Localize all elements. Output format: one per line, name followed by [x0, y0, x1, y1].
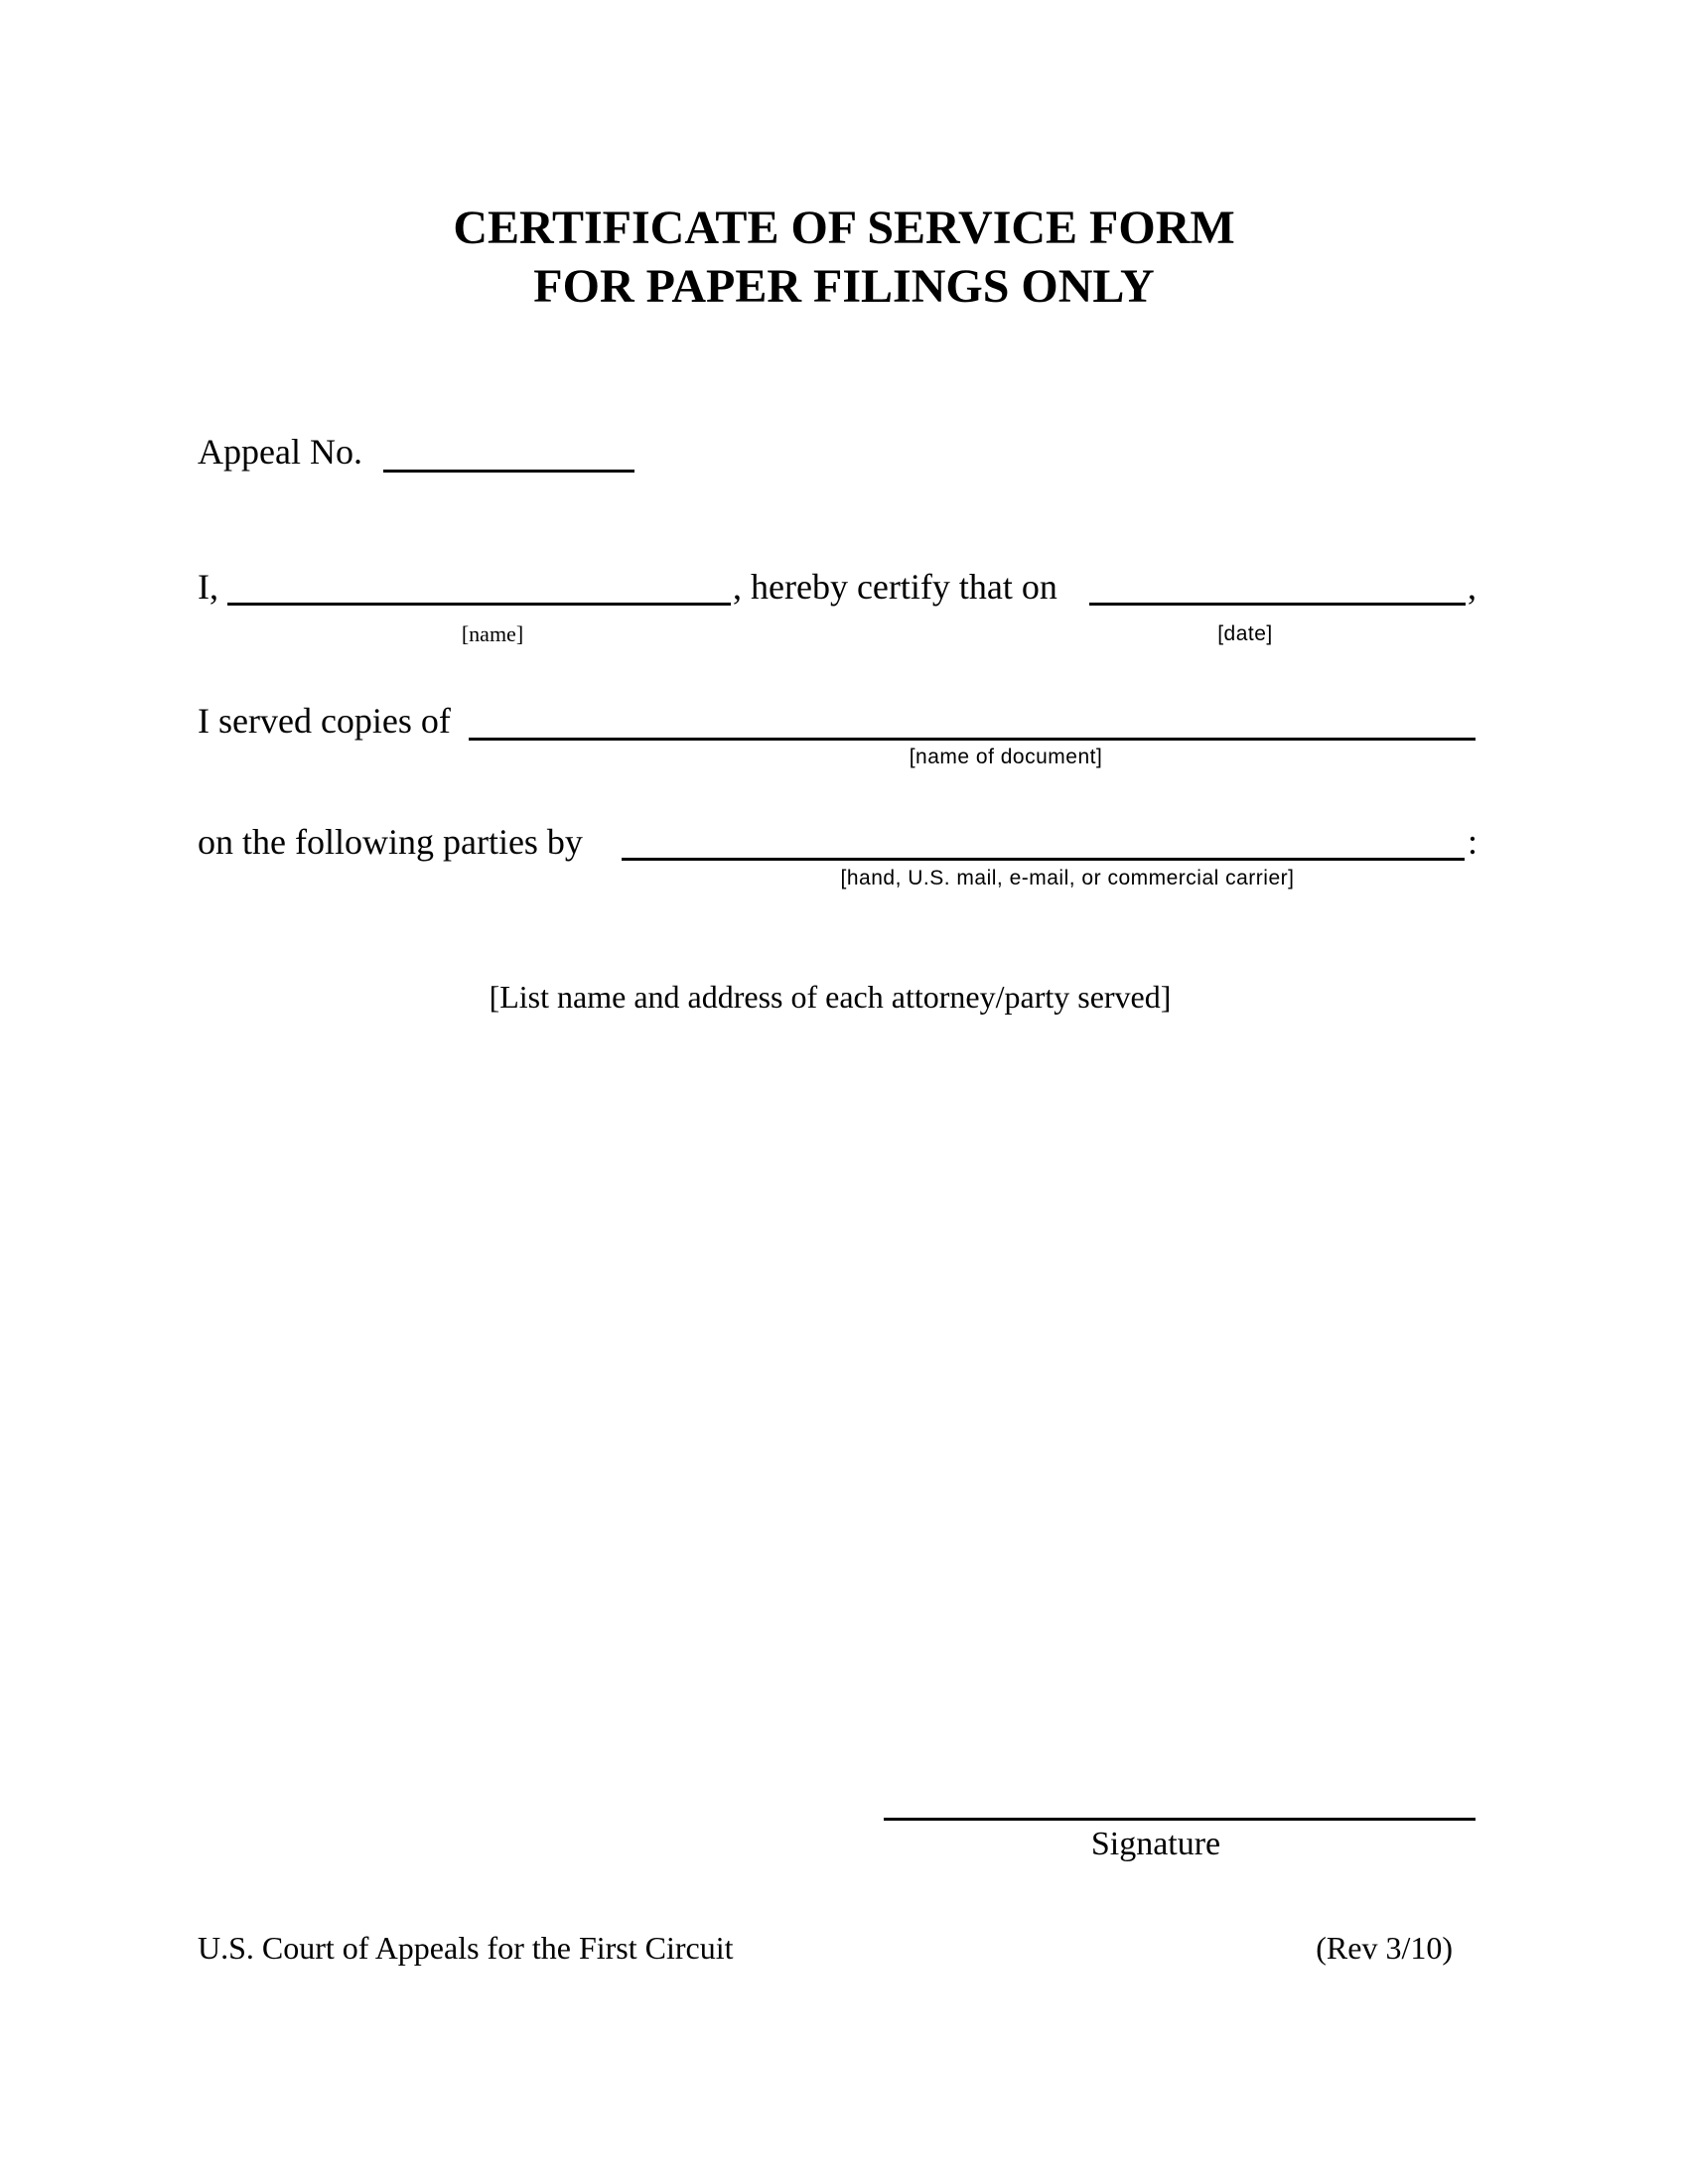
footer-revision: (Rev 3/10): [1316, 1930, 1453, 1966]
form-title-line-2: FOR PAPER FILINGS ONLY: [533, 260, 1155, 313]
service-method-hint: [hand, U.S. mail, e-mail, or commercial carrier]: [840, 867, 1295, 889]
document-hint: [name of document]: [909, 746, 1103, 768]
footer-court-name: U.S. Court of Appeals for the First Circuit: [198, 1930, 734, 1966]
service-method-label: on the following parties by: [198, 822, 583, 862]
list-instruction: [List name and address of each attorney/party served]: [489, 979, 1172, 1015]
date-hint: [date]: [1217, 622, 1273, 645]
certify-prefix: I,: [198, 567, 218, 607]
form-title-line-1: CERTIFICATE OF SERVICE FORM: [453, 202, 1235, 254]
name-field[interactable]: [227, 603, 731, 606]
document-name-field[interactable]: [469, 738, 1476, 741]
name-hint: [name]: [461, 621, 524, 646]
appeal-number-field[interactable]: [383, 470, 634, 473]
served-copies-label: I served copies of: [198, 701, 451, 741]
service-method-colon: :: [1468, 822, 1478, 862]
appeal-number-label: Appeal No.: [198, 432, 362, 472]
certify-text: , hereby certify that on: [733, 567, 1057, 607]
certify-comma: ,: [1468, 567, 1477, 607]
signature-label: Signature: [1090, 1826, 1221, 1862]
signature-field[interactable]: [884, 1818, 1476, 1821]
date-field[interactable]: [1089, 603, 1466, 606]
service-method-field[interactable]: [622, 858, 1465, 861]
